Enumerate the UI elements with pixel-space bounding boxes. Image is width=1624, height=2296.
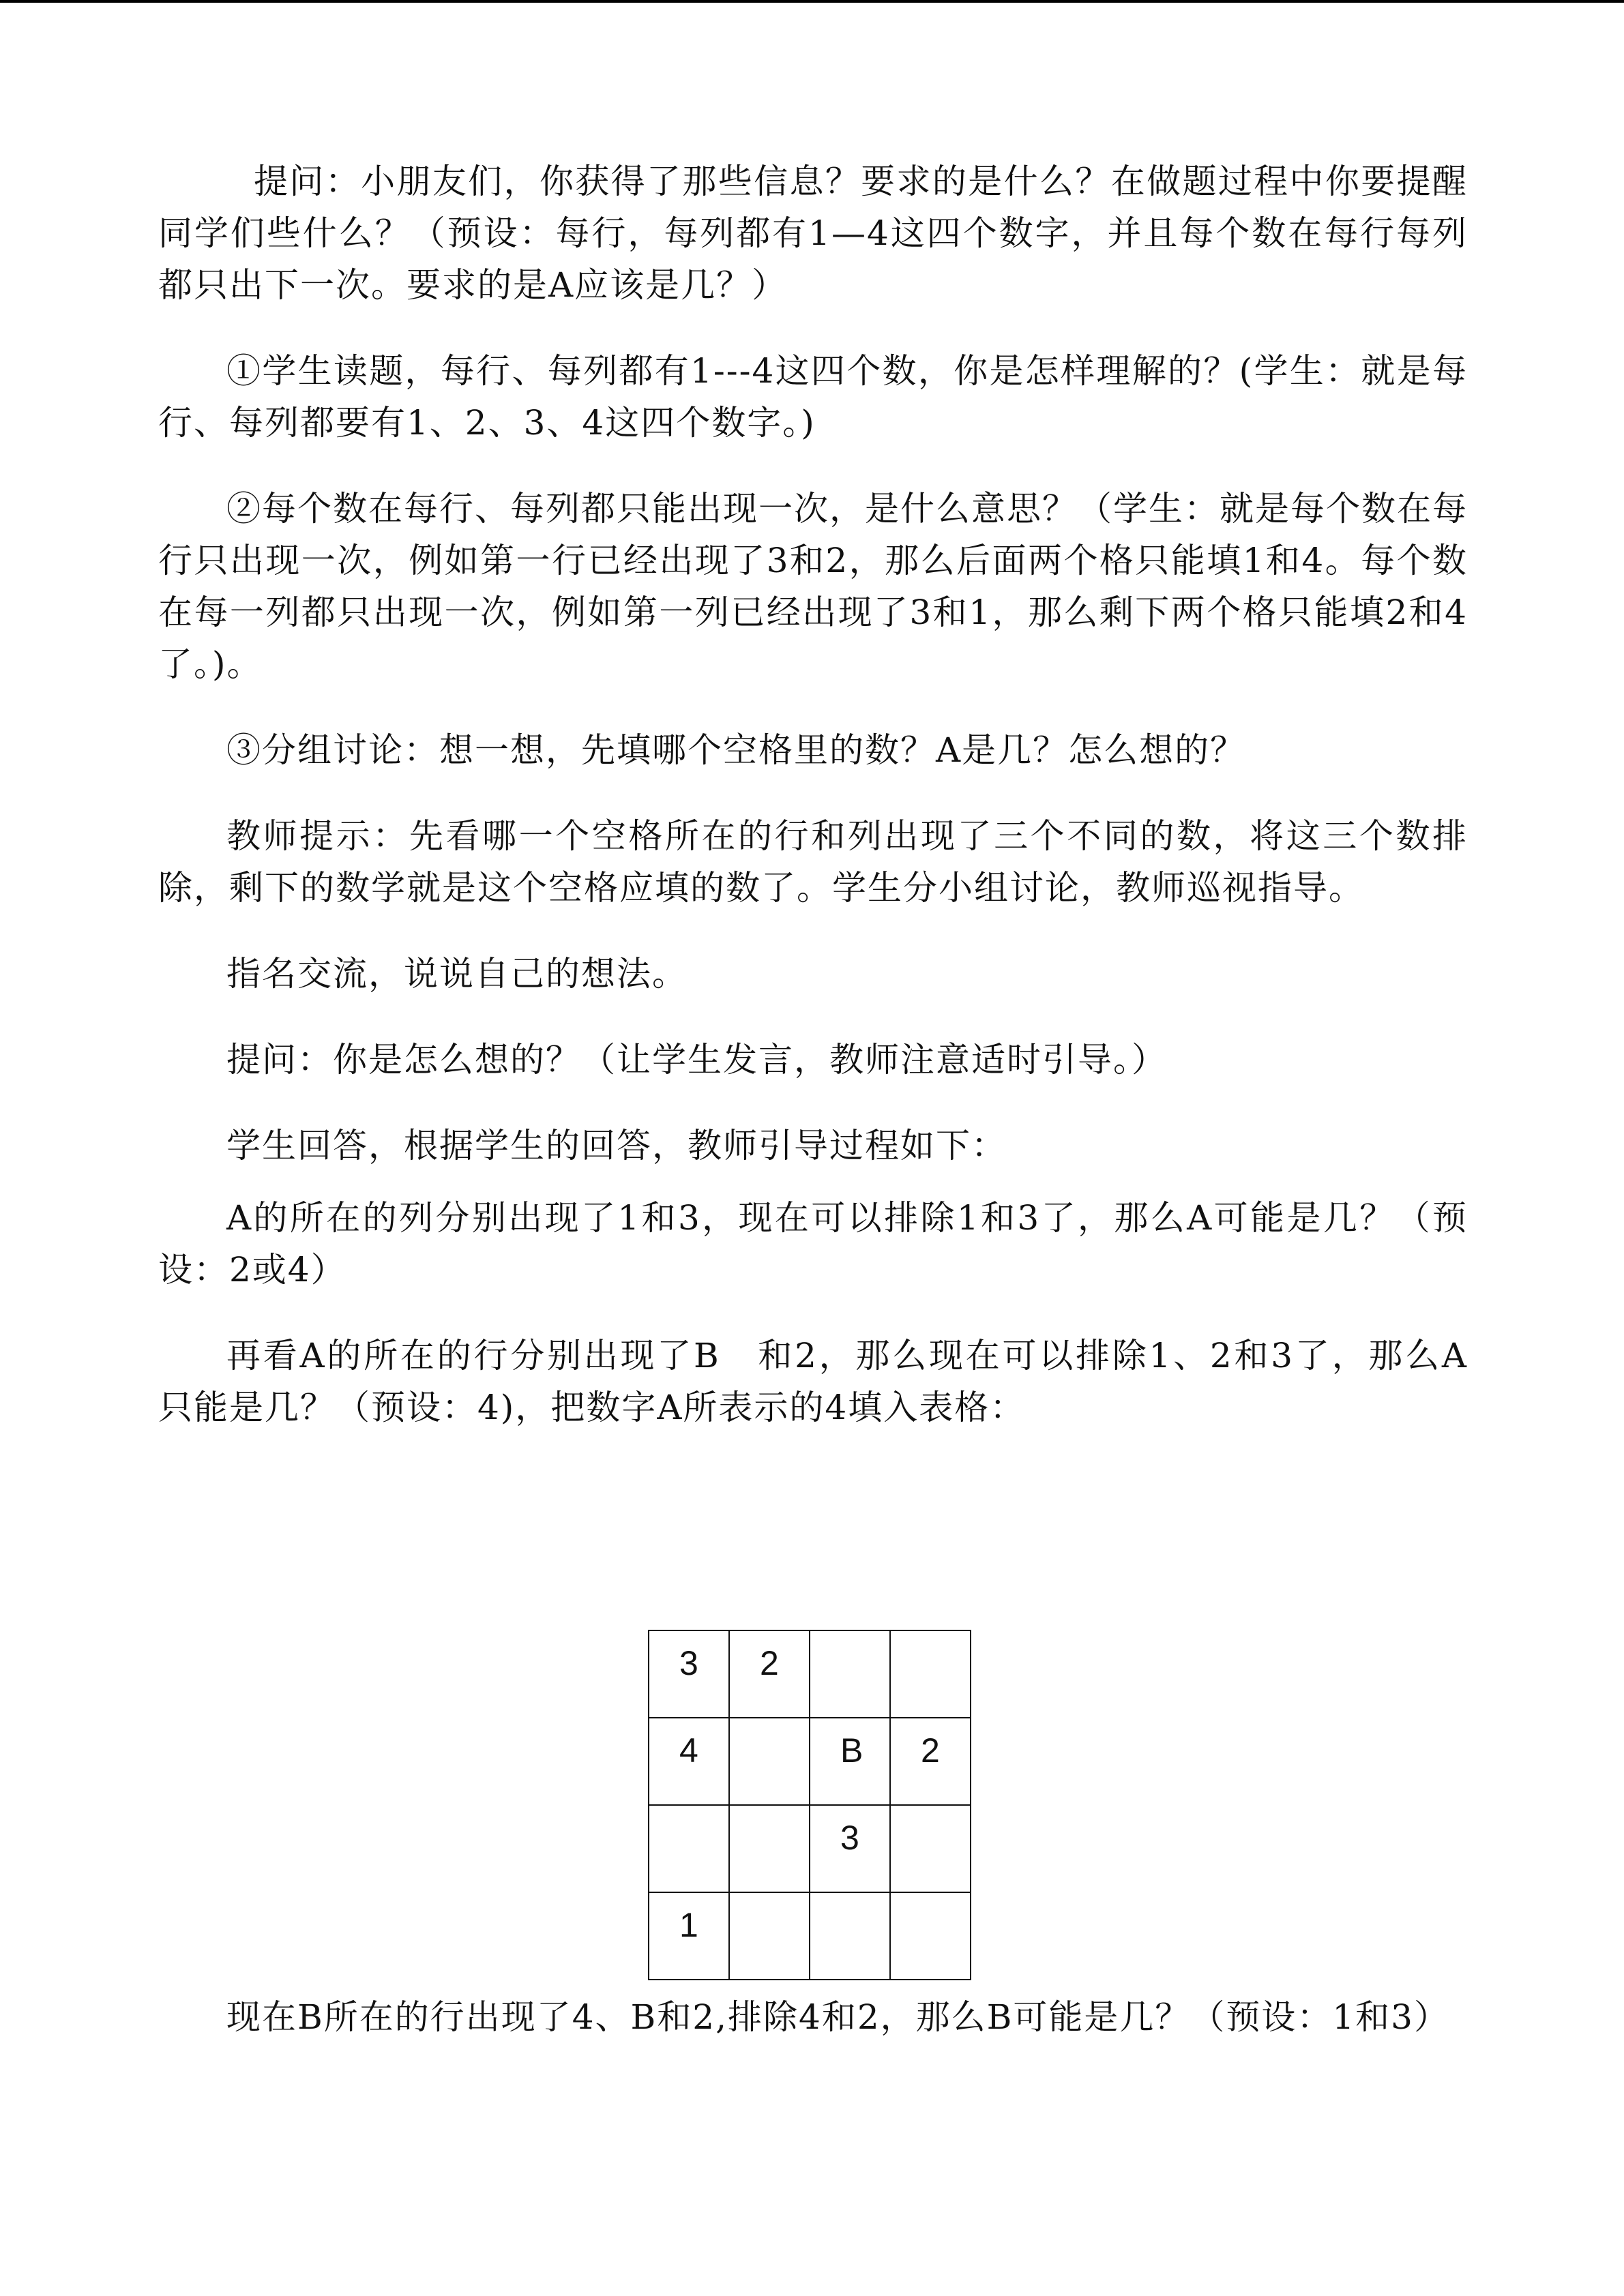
grid-cell xyxy=(729,1805,810,1892)
grid-cell: 2 xyxy=(729,1630,810,1718)
grid-row xyxy=(649,1805,971,1892)
document-body xyxy=(158,155,1468,1467)
paragraph-student-answer: 学生回答，根据学生的回答，教师引导过程如下： xyxy=(226,1126,1007,1165)
top-border-line xyxy=(0,0,1624,3)
paragraph-column-analysis: A的所在的列分别出现了1和3，现在可以排除1和3了，那么A可能是几？（预设：2或4） xyxy=(158,1198,1468,1289)
paragraph-b-analysis: 现在B所在的行出现了4、B和2,排除4和2，那么B可能是几？（预设：1和3） xyxy=(226,1997,1449,2037)
grid-cell: 2 xyxy=(890,1718,971,1805)
grid-row xyxy=(649,1630,971,1718)
sudoku-table xyxy=(648,1630,971,1980)
paragraph-question-intro: 提问：小朋友们，你获得了那些信息？要求的是什么？在做题过程中你要提醒同学们些什么？（预设：每行，每列都有1—4这四个数字，并且每个数在每行每列都只出下一次。要求的是A应该是几？） xyxy=(158,162,1468,305)
grid-cell xyxy=(729,1892,810,1980)
grid-cell: 3 xyxy=(649,1630,729,1718)
grid-row xyxy=(649,1892,971,1980)
grid-cell xyxy=(729,1718,810,1805)
paragraph-exchange: 指名交流，说说自己的想法。 xyxy=(226,954,688,994)
paragraph-step-1: ①学生读题，每行、每列都有1---4这四个数，你是怎样理解的？(学生：就是每行、每列都要有1、2、3、4这四个数字。) xyxy=(158,351,1468,443)
paragraph-question: 提问：你是怎么想的？（让学生发言，教师注意适时引导。） xyxy=(226,1040,1167,1079)
grid-cell xyxy=(890,1805,971,1892)
sudoku-grid xyxy=(648,1630,971,1980)
grid-cell: 1 xyxy=(649,1892,729,1980)
grid-cell xyxy=(810,1630,890,1718)
paragraph-step-2: ②每个数在每行、每列都只能出现一次，是什么意思？（学生：就是每个数在每行只出现一次，例如第一行已经出现了3和2，那么后面两个格只能填1和4。每个数在每一列都只出现一次，例如第一列已经出现了3和1，那么剩下两个格只能填2和4了。)。 xyxy=(158,489,1468,684)
grid-cell: 3 xyxy=(810,1805,890,1892)
paragraph-step-3: ③分组讨论：想一想，先填哪个空格里的数？A是几？怎么想的？ xyxy=(226,730,1246,770)
after-grid-section xyxy=(158,1991,1468,2077)
paragraph-row-analysis: 再看A的所在的行分别出现了B 和2，那么现在可以排除1、2和3了，那么A 只能是几？（预设：4)，把数字A所表示的4填入表格： xyxy=(158,1336,1468,1427)
grid-cell xyxy=(649,1805,729,1892)
grid-cell xyxy=(890,1892,971,1980)
grid-cell: B xyxy=(810,1718,890,1805)
grid-row xyxy=(649,1718,971,1805)
paragraph-teacher-hint: 教师提示：先看哪一个空格所在的行和列出现了三个不同的数，将这三个数排除，剩下的数学就是这个空格应填的数了。学生分小组讨论，教师巡视指导。 xyxy=(158,816,1468,908)
grid-cell xyxy=(890,1630,971,1718)
grid-cell: 4 xyxy=(649,1718,729,1805)
grid-cell xyxy=(810,1892,890,1980)
